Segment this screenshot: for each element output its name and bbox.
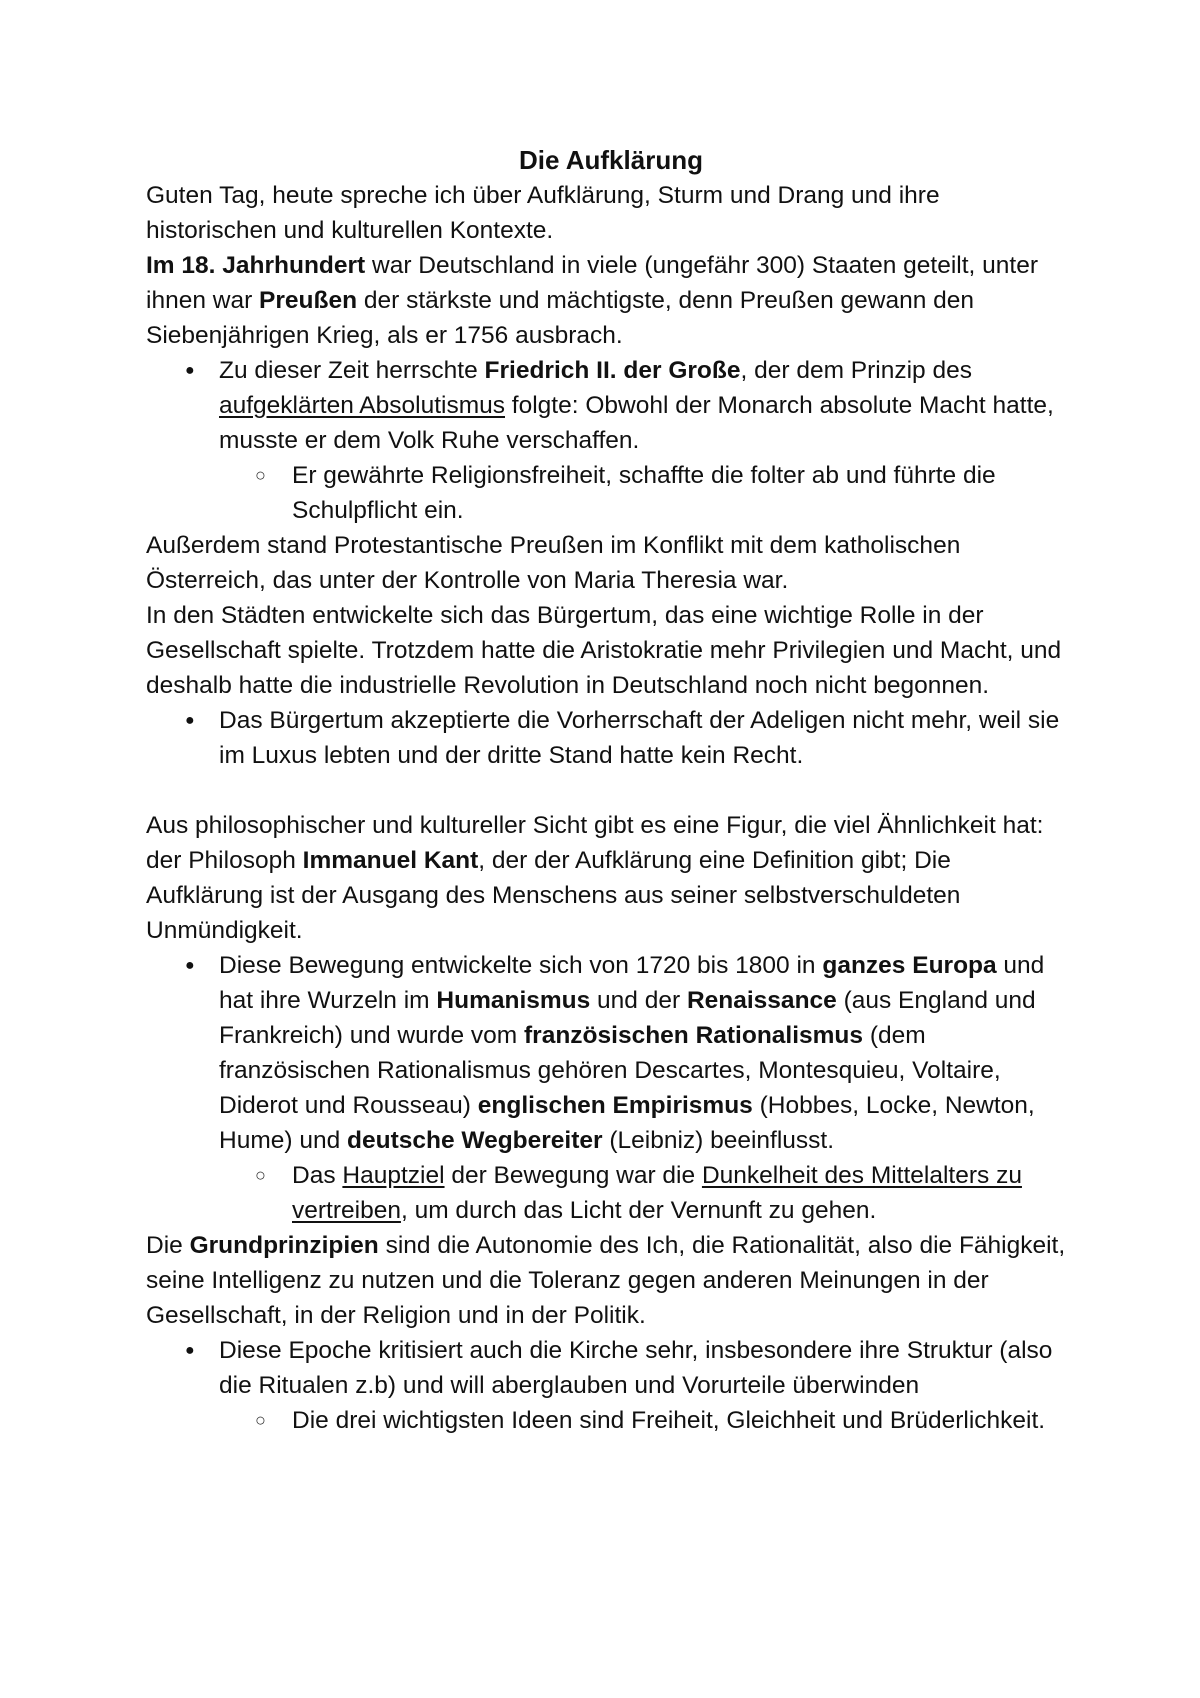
sub-list-item: ○ Die drei wichtigsten Ideen sind Freiheit, Gleichheit und Brüderlichkeit. [146,1403,1070,1438]
paragraph-prussia-austria: Außerdem stand Protestantische Preußen im Konflikt mit dem katholischen Österreich, das unter der Kontrolle von Maria Theresia war. [146,532,961,594]
bold-text: Immanuel Kant [302,847,479,874]
circle-bullet-icon: ○ [255,1410,266,1430]
bullet-icon: ● [185,1342,195,1359]
page-title: Die Aufklärung [519,145,703,175]
paragraph-grundprinzipien: Die Grundprinzipien sind die Autonomie des Ich, die Rationalität, also die Fähigkeit, seine Intelligenz zu nutzen und die Toleranz gegen anderen Meinungen in der Gesellschaft, in der Religion und in der Politik. [146,1232,1066,1329]
bold-text: deutsche Wegbereiter [347,1127,603,1154]
bold-text: Renaissance [686,987,837,1014]
bullet-list [146,948,1070,1228]
paragraph-kant: Aus philosophischer und kultureller Sicht gibt es eine Figur, die viel Ähnlichkeit hat: der Philosoph Immanuel Kant, der der Aufklärung eine Definition gibt; Die Aufklärung ist der Ausgang des Menschens aus seiner selbstverschuldeten Unmündigkeit. [146,812,1044,944]
bold-text: französischen Rationalismus [524,1022,864,1049]
bold-text: Friedrich II. der Große [484,357,741,384]
circle-bullet-icon: ○ [255,1165,266,1185]
bullet-icon: ● [185,957,195,974]
intro-paragraph: Guten Tag, heute spreche ich über Aufklärung, Sturm und Drang und ihre historischen und kulturellen Kontexte. [146,182,940,244]
list-item: ● Diese Bewegung entwickelte sich von 1720 bis 1800 in ganzes Europa und hat ihre Wurzeln im Humanismus und der Renaissance (aus England und Frankreich) und wurde vom französischen Rationalismus (dem französischen Rationalismus gehören Descartes, Montesquieu, Voltaire, Diderot und Rousseau) englischen Empirismus (Hobbes, Locke, Newton, Hume) und deutsche Wegbereiter (Leibniz) beeinflusst. [146,948,1070,1158]
bold-text: Im 18. Jahrhundert [146,252,366,279]
bullet-list [146,353,1070,528]
list-item: ● Zu dieser Zeit herrschte Friedrich II. der Große, der dem Prinzip des aufgeklärten Absolutismus folgte: Obwohl der Monarch absolute Macht hatte, musste er dem Volk Ruhe verschaffen. [146,353,1070,458]
bold-text: englischen Empirismus [477,1092,753,1119]
sub-list-item: ○ Er gewährte Religionsfreiheit, schaffte die folter ab und führte die Schulpflicht ein. [146,458,1070,528]
sub-list-item: ○ Das Hauptziel der Bewegung war die Dunkelheit des Mittelalters zu vertreiben, um durch das Licht der Vernunft zu gehen. [146,1158,1070,1228]
paragraph-18th-century: Im 18. Jahrhundert war Deutschland in viele (ungefähr 300) Staaten geteilt, unter ihnen war Preußen der stärkste und mächtigste, denn Preußen gewann den Siebenjährigen Krieg, als er 1756 ausbrach. [146,252,1038,349]
underlined-text: aufgeklärten Absolutismus [219,392,505,419]
bold-text: Humanismus [436,987,591,1014]
bold-text: Grundprinzipien [189,1232,379,1259]
blank-line [146,773,1070,808]
bullet-list [146,703,1070,773]
circle-bullet-icon: ○ [255,465,266,485]
underlined-text: Hauptziel [342,1162,445,1189]
list-item: ● Das Bürgertum akzeptierte die Vorherrschaft der Adeligen nicht mehr, weil sie im Luxus lebten und der dritte Stand hatte kein Recht. [146,703,1070,773]
paragraph-buergertum: In den Städten entwickelte sich das Bürgertum, das eine wichtige Rolle in der Gesellschaft spielte. Trotzdem hatte die Aristokratie mehr Privilegien und Macht, und deshalb hatte die industrielle Revolution in Deutschland noch nicht begonnen. [146,602,1062,699]
underlined-text: Dunkelheit des Mittelalters zu vertreiben [292,1162,1022,1224]
bullet-icon: ● [185,712,195,729]
list-item: ● Diese Epoche kritisiert auch die Kirche sehr, insbesondere ihre Struktur (also die Ritualen z.b) und will aberglauben und Vorurteile überwinden [146,1333,1070,1403]
bold-text: ganzes Europa [822,952,997,979]
bullet-list [146,1333,1070,1438]
bold-text: Preußen [259,287,358,314]
bullet-icon: ● [185,362,195,379]
